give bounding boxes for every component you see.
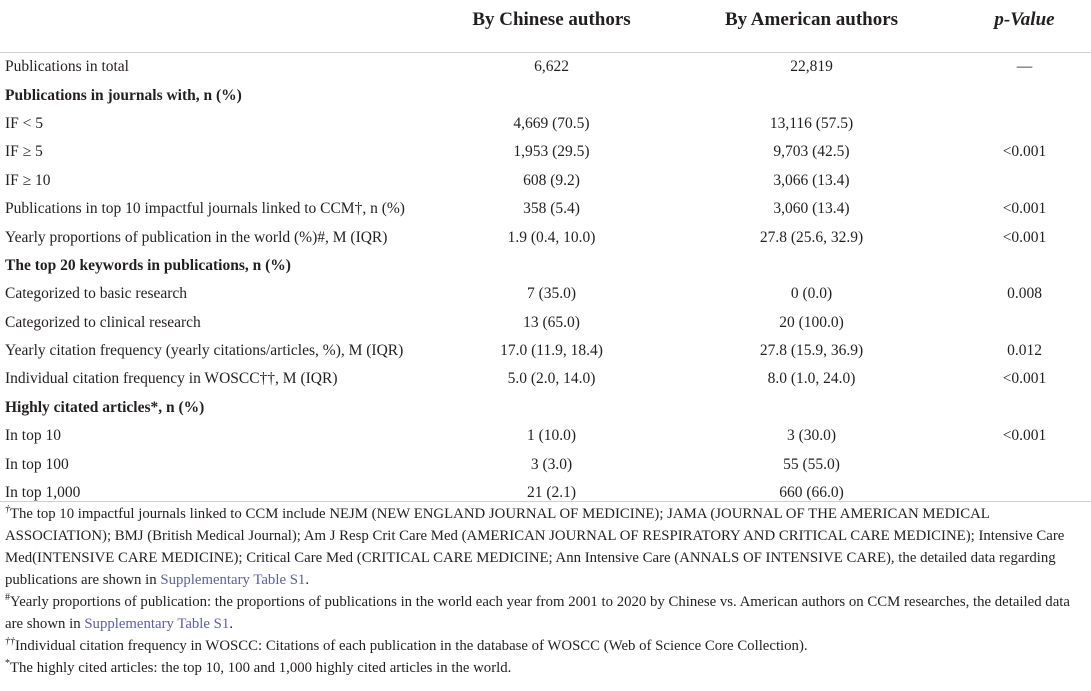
table-row bbox=[0, 223, 1091, 251]
american-authors-cell: 27.8 (25.6, 32.9) bbox=[759, 228, 864, 246]
chinese-authors-cell: 7 (35.0) bbox=[526, 285, 577, 303]
p-value-cell: <0.001 bbox=[1002, 200, 1047, 218]
row-label: Publications in total bbox=[5, 58, 129, 76]
row-label: Individual citation frequency in WOSCC††, M (IQR) bbox=[5, 370, 338, 388]
p-value-cell: <0.001 bbox=[1002, 427, 1047, 445]
table-bottom-rule bbox=[0, 501, 1091, 502]
american-authors-cell: 13,116 (57.5) bbox=[769, 114, 854, 132]
chinese-authors-cell: 17.0 (11.9, 18.4) bbox=[500, 342, 603, 360]
chinese-authors-cell: 6,622 bbox=[534, 58, 569, 76]
p-value-cell bbox=[958, 450, 1091, 478]
p-value-cell: <0.001 bbox=[1002, 370, 1047, 388]
footnote-3-mark: †† bbox=[5, 636, 15, 648]
table-row bbox=[0, 138, 1091, 166]
p-value-cell: 0.008 bbox=[1007, 285, 1042, 303]
row-label: Yearly citation frequency (yearly citations/articles, %), M (IQR) bbox=[5, 342, 404, 360]
row-label: In top 10 bbox=[5, 427, 61, 445]
footnote-1 bbox=[5, 503, 1085, 591]
american-authors-cell: 3,060 (13.4) bbox=[773, 200, 850, 218]
p-value-cell: — bbox=[1016, 58, 1033, 76]
chinese-authors-cell: 5.0 (2.0, 14.0) bbox=[507, 370, 596, 388]
american-authors-cell: 27.8 (15.9, 36.9) bbox=[759, 342, 864, 360]
row-label: IF ≥ 10 bbox=[5, 171, 51, 189]
row-label: Categorized to basic research bbox=[5, 285, 188, 303]
table-row bbox=[0, 167, 1091, 195]
american-authors-cell: 8.0 (1.0, 24.0) bbox=[767, 370, 856, 388]
row-label: Yearly proportions of publication in the world (%)#, M (IQR) bbox=[5, 228, 388, 246]
table-row bbox=[0, 309, 1091, 337]
footnotes bbox=[5, 503, 1085, 679]
row-label: Publications in top 10 impactful journals linked to CCM†, n (%) bbox=[5, 200, 405, 218]
header-p-value-text: p-Value bbox=[994, 9, 1055, 30]
p-value-cell: 0.012 bbox=[1007, 342, 1042, 360]
header-p-value bbox=[958, 0, 1091, 53]
footnote-4-mark: * bbox=[5, 658, 10, 670]
american-authors-cell: 55 (55.0) bbox=[783, 455, 840, 473]
table-row bbox=[0, 110, 1091, 138]
table-header bbox=[0, 0, 1091, 53]
american-authors-cell: 22,819 bbox=[790, 58, 833, 76]
footnote-1-text: The top 10 impactful journals linked to CCM include NEJM (NEW ENGLAND JOURNAL OF MEDICINE); JAMA (JOURNAL OF THE AMERICAN MEDICAL ASSOCIATION); BMJ (British Medical Journal); Am J Resp Crit Care Med (AMERICAN JOURNAL OF RESPIRATORY AND CRITICAL CARE MEDICINE); Intensive Care Med(INTENSIVE CARE MEDICINE); Critical Care Med (CRITICAL CARE MEDICINE; Ann Intensive Care (ANNALS OF INTENSIVE CARE), the detailed data regarding publications are shown in bbox=[5, 506, 1065, 588]
p-value-cell bbox=[958, 110, 1091, 138]
table-row bbox=[0, 422, 1091, 450]
footnote-1-end: . bbox=[305, 572, 310, 588]
chinese-authors-cell: 13 (65.0) bbox=[523, 313, 580, 331]
footnote-3 bbox=[5, 635, 1085, 657]
footnote-4-text: The highly cited articles: the top 10, 100 and 1,000 highly cited articles in the world. bbox=[10, 660, 512, 676]
row-label: IF ≥ 5 bbox=[5, 143, 43, 161]
row-label: IF < 5 bbox=[5, 114, 44, 132]
supplementary-table-link-1[interactable]: Supplementary Table S1 bbox=[160, 572, 306, 588]
section-row bbox=[0, 81, 1091, 109]
footnote-2 bbox=[5, 591, 1085, 635]
p-value-cell: <0.001 bbox=[1002, 143, 1047, 161]
american-authors-cell: 20 (100.0) bbox=[779, 313, 844, 331]
p-value-cell bbox=[958, 309, 1091, 337]
section-heading: Publications in journals with, n (%) bbox=[5, 86, 242, 104]
footnote-4 bbox=[5, 657, 1085, 679]
supplementary-table-link-2[interactable]: Supplementary Table S1 bbox=[84, 616, 230, 632]
section-row bbox=[0, 394, 1091, 422]
section-heading: Highly citated articles*, n (%) bbox=[5, 398, 205, 416]
footnote-2-mark: # bbox=[5, 592, 10, 604]
footnote-2-text: Yearly proportions of publication: the proportions of publications in the world each year from 2001 to 2020 by Chinese vs. American authors on CCM researches, the detailed data are shown in bbox=[5, 594, 1070, 632]
chinese-authors-cell: 1 (10.0) bbox=[526, 427, 577, 445]
section-heading: The top 20 keywords in publications, n (%) bbox=[5, 256, 291, 274]
header-american-authors: By American authors bbox=[665, 0, 958, 53]
row-label: In top 100 bbox=[5, 455, 69, 473]
american-authors-cell: 0 (0.0) bbox=[790, 285, 833, 303]
footnote-3-text: Individual citation frequency in WOSCC: Citations of each publication in the database of WOSCC (Web of Science Core Collection). bbox=[15, 638, 808, 654]
chinese-authors-cell: 358 (5.4) bbox=[523, 200, 580, 218]
american-authors-cell: 3 (30.0) bbox=[786, 427, 837, 445]
p-value-cell bbox=[958, 167, 1091, 195]
table-body bbox=[0, 53, 1091, 508]
chinese-authors-cell: 3 (3.0) bbox=[530, 455, 573, 473]
p-value-cell: <0.001 bbox=[1002, 228, 1047, 246]
footnote-1-mark: † bbox=[5, 504, 10, 516]
american-authors-cell: 660 (66.0) bbox=[779, 484, 844, 502]
header-empty bbox=[0, 0, 438, 53]
chinese-authors-cell: 21 (2.1) bbox=[526, 484, 577, 502]
table-row bbox=[0, 337, 1091, 365]
table-row bbox=[0, 450, 1091, 478]
chinese-authors-cell: 608 (9.2) bbox=[523, 171, 580, 189]
table-row bbox=[0, 53, 1091, 82]
chinese-authors-cell: 1.9 (0.4, 10.0) bbox=[507, 228, 596, 246]
table-row bbox=[0, 195, 1091, 223]
american-authors-cell: 3,066 (13.4) bbox=[773, 171, 850, 189]
table-row bbox=[0, 280, 1091, 308]
footnote-2-end: . bbox=[229, 616, 234, 632]
chinese-authors-cell: 1,953 (29.5) bbox=[513, 143, 590, 161]
table-row bbox=[0, 365, 1091, 393]
chinese-authors-cell: 4,669 (70.5) bbox=[513, 114, 590, 132]
row-label: In top 1,000 bbox=[5, 484, 81, 502]
header-chinese-authors: By Chinese authors bbox=[438, 0, 665, 53]
american-authors-cell: 9,703 (42.5) bbox=[773, 143, 850, 161]
section-row bbox=[0, 252, 1091, 280]
row-label: Categorized to clinical research bbox=[5, 313, 201, 331]
